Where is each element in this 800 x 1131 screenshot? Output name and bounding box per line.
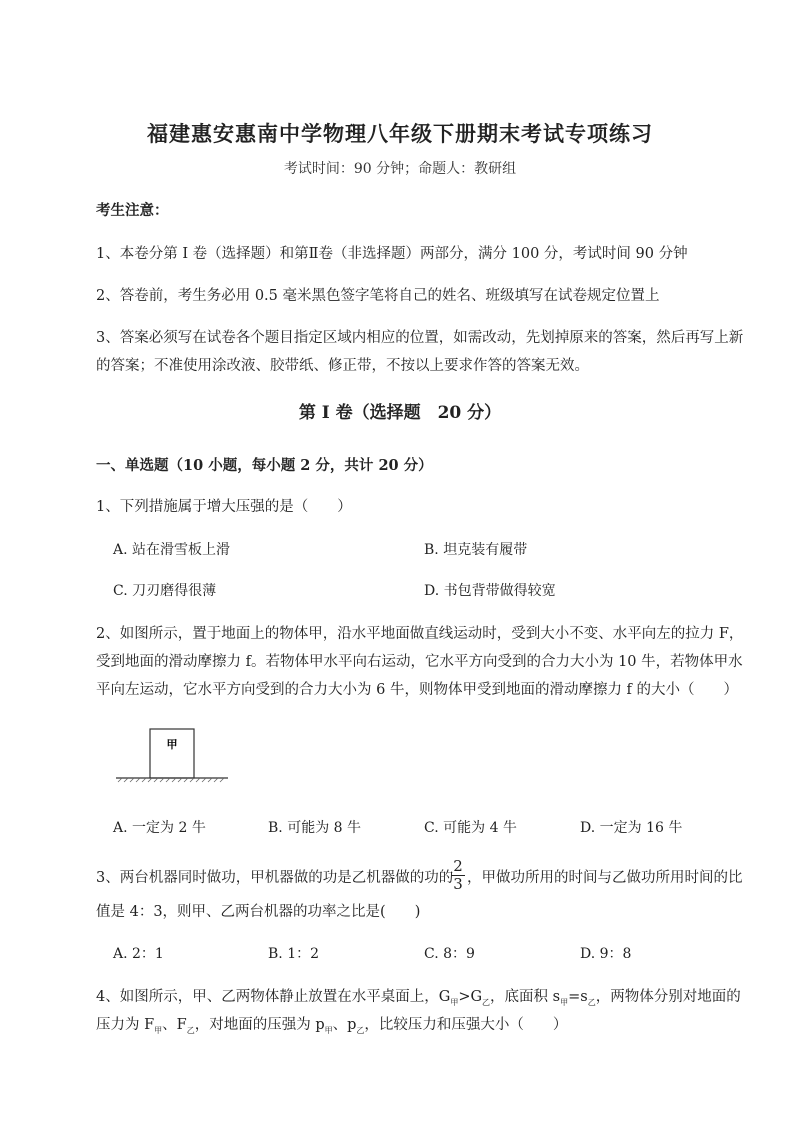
q2-option-a[interactable]: A. 一定为 2 牛 <box>113 820 206 836</box>
page-title: 福建惠安惠南中学物理八年级下册期末考试专项练习 <box>147 121 653 146</box>
block-on-ground-figure <box>112 724 232 786</box>
question-3-line-1-pre: 3、两台机器同时做功，甲机器做的功是乙机器做的功的 <box>96 870 454 886</box>
q2-option-b[interactable]: B. 可能为 8 牛 <box>268 820 361 836</box>
q1-option-c[interactable]: C. 刀刃磨得很薄 <box>113 583 217 599</box>
question-1-stem: 1、下列措施属于增大压强的是（ ） <box>96 499 352 515</box>
section-title: 第 I 卷（选择题 20 分） <box>298 403 502 423</box>
part-heading: 一、单选题（10 小题，每小题 2 分，共计 20 分） <box>96 457 433 474</box>
notice-item-1: 1、本卷分第 I 卷（选择题）和第Ⅱ卷（非选择题）两部分，满分 100 分，考试时间 90 分钟 <box>96 246 688 262</box>
question-2-line-3: 平向左运动，它水平方向受到的合力大小为 6 牛，则物体甲受到地面的滑动摩擦力 f 的大小（ ） <box>96 682 739 698</box>
block-label: 甲 <box>166 738 178 751</box>
fraction-two-thirds <box>451 858 465 893</box>
notice-heading: 考生注意： <box>96 202 169 219</box>
q1-option-b[interactable]: B. 坦克装有履带 <box>424 542 528 558</box>
q3-option-b[interactable]: B. 1：2 <box>268 946 320 962</box>
q1-option-a[interactable]: A. 站在滑雪板上滑 <box>113 542 231 558</box>
block-jia <box>150 729 194 778</box>
q3-option-d[interactable]: D. 9：8 <box>580 946 632 962</box>
question-3-line-2: 值是 4：3，则甲、乙两台机器的功率之比是( ) <box>96 904 421 920</box>
q3-option-a[interactable]: A. 2：1 <box>113 946 164 962</box>
notice-item-3-cont: 的答案；不准使用涂改液、胶带纸、修正带，不按以上要求作答的答案无效。 <box>96 358 589 374</box>
q2-option-d[interactable]: D. 一定为 16 牛 <box>580 820 683 836</box>
notice-item-2: 2、答卷前，考生务必用 0.5 毫米黑色签字笔将自己的姓名、班级填写在试卷规定位置上 <box>96 288 660 304</box>
q1-option-d[interactable]: D. 书包背带做得较宽 <box>424 583 556 599</box>
question-2-line-2: 受到地面的滑动摩擦力 f。若物体甲水平向右运动，它水平方向受到的合力大小为 10 牛，若物体甲水 <box>96 654 743 670</box>
question-3-line-1-post: ，甲做功所用的时间与乙做功所用时间的比 <box>467 870 743 886</box>
fraction-numerator: 2 <box>453 857 463 875</box>
page-subtitle: 考试时间：90 分钟；命题人：教研组 <box>283 161 517 177</box>
q3-option-c[interactable]: C. 8：9 <box>424 946 475 962</box>
q2-option-c[interactable]: C. 可能为 4 牛 <box>424 820 517 836</box>
question-4-line-2: 压力为 $F_甲$、$F_乙$，对地面的压强为 $p_甲$、$p_乙$，比较压力和压强大小（ ） <box>96 1017 568 1035</box>
question-2-line-1: 2、如图所示，置于地面上的物体甲，沿水平地面做直线运动时，受到大小不变、水平向左的拉力 F， <box>96 626 744 642</box>
question-4-line-1: 4、如图所示，甲、乙两物体静止放置在水平桌面上，$G_甲>G_乙$，底面积 $s_甲=s_乙$，两物体分别对地面的 <box>96 989 741 1007</box>
notice-item-3: 3、答案必须写在试卷各个题目指定区域内相应的位置，如需改动，先划掉原来的答案，然后再写上新 <box>96 330 744 346</box>
fraction-denominator: 3 <box>451 875 465 893</box>
